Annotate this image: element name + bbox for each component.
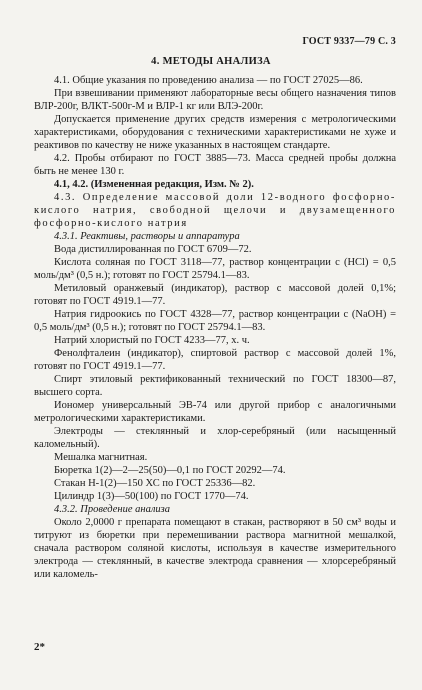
paragraph: Электроды — стеклянный и хлор-серебряный (или насыщенный каломельный). — [34, 426, 396, 450]
page-footer: 2* — [34, 641, 45, 653]
paragraph: Кислота соляная по ГОСТ 3118—77, раствор концентрации c (HCl) = 0,5 моль/дм³ (0,5 н.); готовят по ГОСТ 25794.1—83. — [34, 257, 396, 281]
paragraph: Иономер универсальный ЭВ-74 или другой прибор с аналогичными метрологическими характеристиками. — [34, 400, 396, 424]
amendment-note: 4.1, 4.2. (Измененная редакция, Изм. № 2). — [54, 179, 254, 190]
paragraph: Мешалка магнитная. — [54, 452, 148, 463]
paragraph: Бюретка 1(2)—2—25(50)—0,1 по ГОСТ 20292—74. — [54, 465, 286, 476]
page-header: ГОСТ 9337—79 С. 3 — [302, 36, 396, 47]
paragraph: Метиловый оранжевый (индикатор), раствор с массовой долей 0,1%; готовят по ГОСТ 4919.1—77. — [34, 283, 396, 307]
paragraph: 4.1. Общие указания по проведению анализа — по ГОСТ 27025—86. — [54, 75, 363, 86]
paragraph: Натрия гидроокись по ГОСТ 4328—77, раствор концентрации c (NaOH) = 0,5 моль/дм³ (0,5 н.); готовят по ГОСТ 25794.1—83. — [34, 309, 396, 333]
paragraph: Фенолфталеин (индикатор), спиртовой раствор с массовой долей 1%, готовят по ГОСТ 4919.1—77. — [34, 348, 396, 372]
section-title: 4. МЕТОДЫ АНАЛИЗА — [151, 56, 271, 67]
paragraph: Цилиндр 1(3)—50(100) по ГОСТ 1770—74. — [54, 491, 249, 502]
paragraph: 4.2. Пробы отбирают по ГОСТ 3885—73. Масса средней пробы должна быть не менее 130 г. — [34, 153, 396, 177]
paragraph: Около 2,0000 г препарата помещают в стакан, растворяют в 50 см³ воды и титруют из бюретки при перемешивании раствора магнитной мешалкой, сначала раствором соляной кислоты, используя в качестве измерительного электрода — стеклянный, в качестве электрода сравнения — хлорсеребряный или каломель- — [34, 517, 396, 580]
subsection-title: 4.3.2. Проведение анализа — [54, 504, 171, 515]
paragraph: Стакан Н-1(2)—150 ХС по ГОСТ 25336—82. — [54, 478, 256, 489]
document-body — [34, 74, 396, 581]
subsection-heading: 4.3. Определение массовой доли 12-водного фосфорно-кислого натрия, свободной щелочи и двузамещенного фосфорно-кислого натрия — [34, 192, 396, 229]
subsection-title: 4.3.1. Реактивы, растворы и аппаратура — [54, 231, 240, 242]
paragraph: Вода дистиллированная по ГОСТ 6709—72. — [54, 244, 252, 255]
paragraph: Натрий хлористый по ГОСТ 4233—77, х. ч. — [54, 335, 250, 346]
paragraph: При взвешивании применяют лабораторные весы общего назначения типов ВЛР-200г, ВЛКТ-500г-М и ВЛР-1 кг или ВЛЭ-200г. — [34, 88, 396, 112]
paragraph: Спирт этиловый ректификованный технический по ГОСТ 18300—87, высшего сорта. — [34, 374, 396, 398]
paragraph: Допускается применение других средств измерения с метрологическими характеристиками, оборудования с техническими характеристиками не хуже и реактивов по качеству не ниже указанных в настоящем стандарте. — [34, 114, 396, 151]
